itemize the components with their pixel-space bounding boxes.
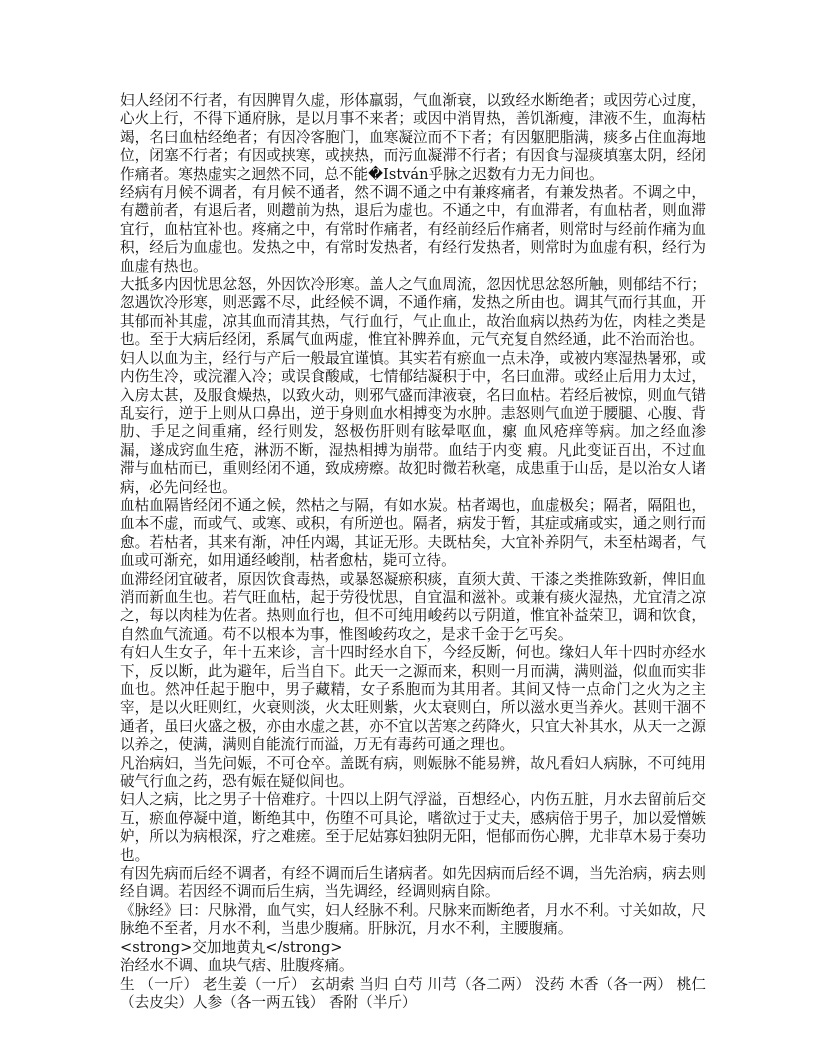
- formula-title: <strong>交加地黄丸</strong>: [120, 938, 343, 956]
- formula-indication: 治经水不调、血块气痞、肚腹疼痛。: [120, 957, 354, 975]
- paragraph-case-fifteen-year-old: 有妇人生女子，年十五来诊，言十四时经水自下，今经反断，何也。缘妇人年十四时亦经水下，反以断，此为避年，后当自下。此天一之源而来，积则一月而满，满则溢，似血而实非血也。然冲任起于胞中，男子藏精，女子系胞而为其用者。其间又恃一点命门之火为之主宰，是以火旺则红，火衰则淡，火太旺则紫，火太衰则白，所以滋水更当养火。甚则干涸不通者，虽曰火盛之极，亦由水虚之甚，亦不宜以苦寒之药降火，只宜大补其水，从天一之源以养之，使满，满则自能流行而溢，万无有毒药可通之理也。: [120, 644, 706, 754]
- paragraph-blood-dry-blocked: 血枯血隔皆经闭不通之候，然枯之与隔，有如水炭。枯者竭也，血虚极矣；隔者，隔阻也，血本不虚，而或气、或寒、或积，有所逆也。隔者，病发于暂，其症或痛或实，通之则行而愈。若枯者，其来有渐，冲任内竭，其证无形。夫既枯矣，大宜补养阴气，未至枯竭者，气血或可渐充，如用通经峻削，枯者愈枯，毙可立待。: [120, 496, 706, 570]
- paragraph-check-pregnancy: 凡治病妇，当先问娠，不可仓卒。盖既有病，则娠脉不能易辨，故凡看妇人病脉，不可纯用破气行血之药，恐有娠在疑似间也。: [120, 754, 706, 791]
- paragraph-blood-stagnation: 妇人以血为主，经行与产后一般最宜谨慎。其实若有瘀血一点未净，或被内寒湿热暑邪，或内伤生冷，或浣濯入冷；或误食酸咸，七情郁结凝积于中，名曰血滞。或经止后用力太过，入房太甚，及服食燥热，以致火动，则邪气盛而津液衰，名曰血枯。若经后被惊，则血气错乱妄行，逆于上则从口鼻出，逆于身则血水相搏变为水肿。恚怒则气血逆于腰腿、心腹、背肋、手足之间重痛，经行则发，怒极伤肝则有眩晕呕血，瘰 血风疮痒等病。加之经血渗漏，遂成窍血生疮，淋沥不断，湿热相搏为崩带。血结于内变 瘕。凡此变证百出，不过血滞与血枯而已，重则经闭不通，致成痨瘵。故犯时微若秋毫，成患重于山岳，是以治女人诸病，必先问经也。: [120, 349, 706, 496]
- paragraph-internal-external-causes: 大抵多内因忧思忿怒，外因饮冷形寒。盖人之气血周流，忽因忧思忿怒所触，则郁结不行；忽遇饮冷形寒，则恶露不尽，此经候不调，不通作痛，发热之所由也。调其气而行其血，开其郁而补其虚，凉其血而清其热，气行血行，气止血止，故治血病以热药为佐，肉桂之类是也。至于大病后经闭，系属气血两虚，惟宜补脾养血，元气充复自然经通，此不治而治也。: [120, 276, 706, 349]
- formula-ingredients: 生 （一斤） 老生姜（一斤） 玄胡索 当归 白芍 川芎（各二两） 没药 木香（各一两） 桃仁（去皮尖）人参（各一两五钱） 香附（半斤）: [120, 975, 706, 1011]
- paragraph-womens-diseases: 妇人之病，比之男子十倍难疗。十四以上阴气浮溢，百想经心，内伤五脏，月水去留前后交互，瘀血停凝中道，断绝其中，伤堕不可具论，嗜欲过于丈夫，感病倍于男子，加以爱憎嫉妒，所以为病根深，疗之难瘥。至于尼姑寡妇独阴无阳，悒郁而伤心脾，尤非草木易于奏功也。: [120, 791, 706, 864]
- paragraph-disease-order: 有因先病而后经不调者，有经不调而后生诸病者。如先因病而后经不调，当先治病，病去则经自调。若因经不调而后生病，当先调经，经调则病自除。: [120, 865, 706, 901]
- document-page: [120, 92, 706, 1012]
- paragraph-menstrual-irregularity: 经病有月候不调者，有月候不通者，然不调不通之中有兼疼痛者，有兼发热者。不调之中，有趱前者，有退后者，则趱前为热，退后为虚也。不通之中，有血滞者，有血枯者，则血滞宜行，血枯宜补也。疼痛之中，有常时作痛者，有经前经后作痛者，则常时与经前作痛为血积，经后为血虚也。发热之中，有常时发热者，有经行发热者，则常时为血虚有积，经行为血虚有热也。: [120, 184, 706, 275]
- paragraph-amenorrhea-causes: 妇人经闭不行者，有因脾胃久虚，形体羸弱，气血渐衰，以致经水断绝者；或因劳心过度，心火上行，不得下通府脉，是以月事不来者；或因中消胃热，善饥渐瘦，津液不生，血海枯竭，名曰血枯经绝者；有因冷客胞门，血寒凝泣而不下者；有因躯肥脂满，痰多占住血海地位，闭塞不行者；有因或挟寒，或挟热，而污血凝滞不行者；有因食与湿痰填塞太阴，经闭作痛者。寒热虚实之迥然不同，总不能�István乎脉之迟数有力无力间也。: [120, 92, 706, 183]
- paragraph-pulse-classic: 《脉经》曰：尺脉滑，血气实，妇人经脉不利。尺脉来而断绝者，月水不利。寸关如故，尺脉绝不至者，月水不利，当患少腹痛。肝脉沉，月水不利，主腰腹痛。: [120, 901, 706, 938]
- paragraph-breaking-stagnation: 血滞经闭宜破者，原因饮食毒热，或暴怒凝瘀积痰，直须大黄、干漆之类推陈致新，俾旧血消而新血生也。若气旺血枯，起于劳役忧思，自宜温和滋补。或兼有痰火湿热，尤宜清之凉之，每以肉桂为佐者。热则血行也，但不可纯用峻药以亏阴道，惟宜补益荣卫，调和饮食，自然血气流通。苟不以根本为事，惟图峻药攻之，是求千金于乞丐矣。: [120, 570, 706, 643]
